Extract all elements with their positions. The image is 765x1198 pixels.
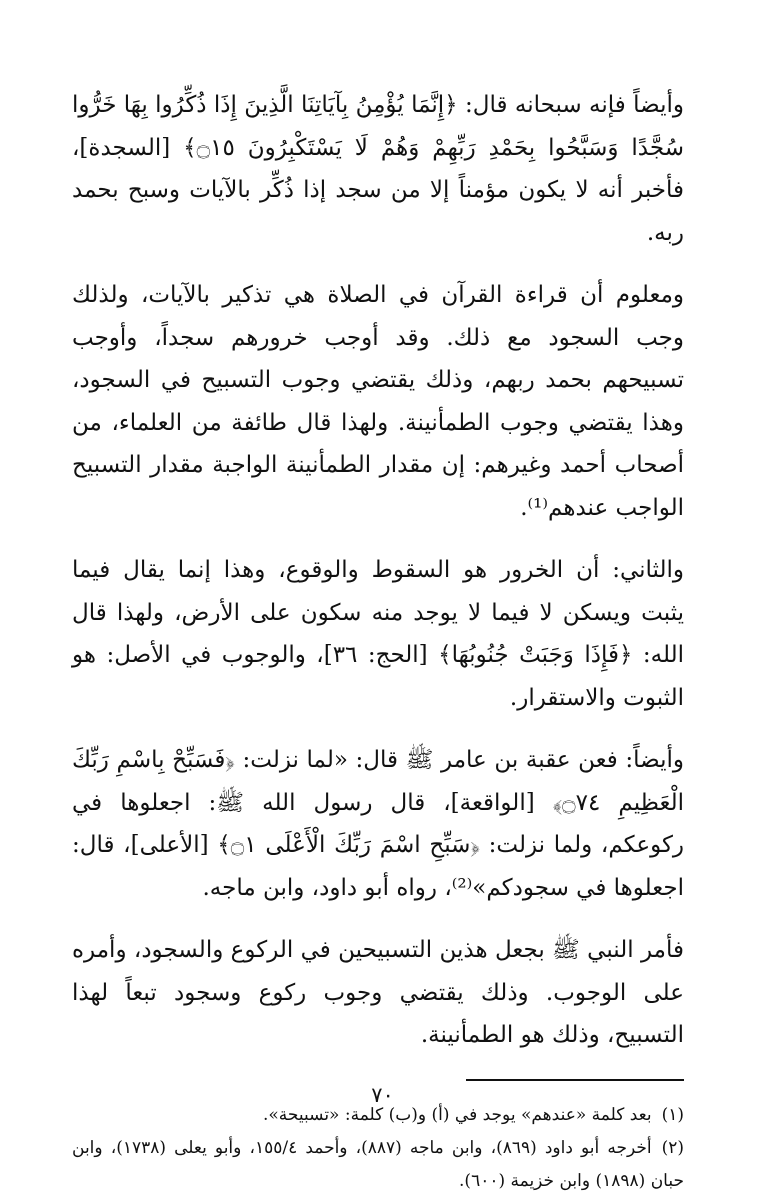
footnote-text: أخرجه أبو داود (٨٦٩)، وابن ماجه (٨٨٧)، وأحمد ١٥٥/٤، وأبو يعلى (١٧٣٨)، وابن حبان (١٨٩٨) وابن خزيمة (٦٠٠). bbox=[72, 1137, 684, 1191]
body-paragraph: ومعلوم أن قراءة القرآن في الصلاة هي تذكير بالآيات، ولذلك وجب السجود مع ذلك. وقد أوجب خرورهم سجداً، وأوجب تسبيحهم بحمد ربهم، وذلك يقتضي وجوب التسبيح في السجود، وهذا يقتضي وجوب الطمأنينة. ولهذا قال طائفة من العلماء، من أصحاب أحمد وغيرهم: إن مقدار الطمأنينة الواجبة مقدار التسبيح الواجب عندهم⁽¹⁾. bbox=[72, 282, 684, 521]
footnote-number: (٢) bbox=[661, 1137, 684, 1158]
body-paragraph: والثاني: أن الخرور هو السقوط والوقوع، وهذا إنما يقال فيما يثبت ويسكن لا فيما لا يوجد منه سكون على الأرض، ولهذا قال الله: ﴿فَإِذَا وَجَبَتْ جُنُوبُهَا﴾ [الحج: ٣٦]، والوجوب في الأصل: هو الثبوت والاستقرار. bbox=[72, 557, 684, 711]
footnote-separator bbox=[466, 1079, 684, 1081]
page-number: ٧٠ bbox=[371, 1083, 394, 1107]
footnote-number: (١) bbox=[661, 1104, 684, 1125]
body-paragraph: وأيضاً: فعن عقبة بن عامر ﷺ قال: «لما نزلت: ﴿فَسَبِّحْ بِاسْمِ رَبِّكَ الْعَظِيمِ ۝٧٤﴾ [الواقعة]، قال رسول الله ﷺ: اجعلوها في ركوعكم، ولما نزلت: ﴿سَبِّحِ اسْمَ رَبِّكَ الْأَعْلَى ۝١﴾ [الأعلى]، قال: اجعلوها في سجودكم»⁽²⁾، رواه أبو داود، وابن ماجه. bbox=[72, 747, 685, 901]
footnote bbox=[72, 1132, 684, 1198]
body-paragraph: فأمر النبي ﷺ بجعل هذين التسبيحين في الركوع والسجود، وأمره على الوجوب. وذلك يقتضي وجوب ركوع وسجود تبعاً لهذا التسبيح، وذلك هو الطمأنينة. bbox=[72, 937, 684, 1048]
body-paragraph: وأيضاً فإنه سبحانه قال: ﴿إِنَّمَا يُؤْمِنُ بِآيَاتِنَا الَّذِينَ إِذَا ذُكِّرُوا بِهَا خَرُّوا سُجَّدًا وَسَبَّحُوا بِحَمْدِ رَبِّهِمْ وَهُمْ لَا يَسْتَكْبِرُونَ ۝١٥﴾ [السجدة]، فأخبر أنه لا يكون مؤمناً إلا من سجد إذا ذُكِّر بالآيات وسبح بحمد ربه. bbox=[72, 92, 684, 246]
footnote-text: بعد كلمة «عندهم» يوجد في (أ) و(ب) كلمة: «تسبيحة». bbox=[263, 1104, 652, 1125]
page-body bbox=[72, 84, 684, 1198]
